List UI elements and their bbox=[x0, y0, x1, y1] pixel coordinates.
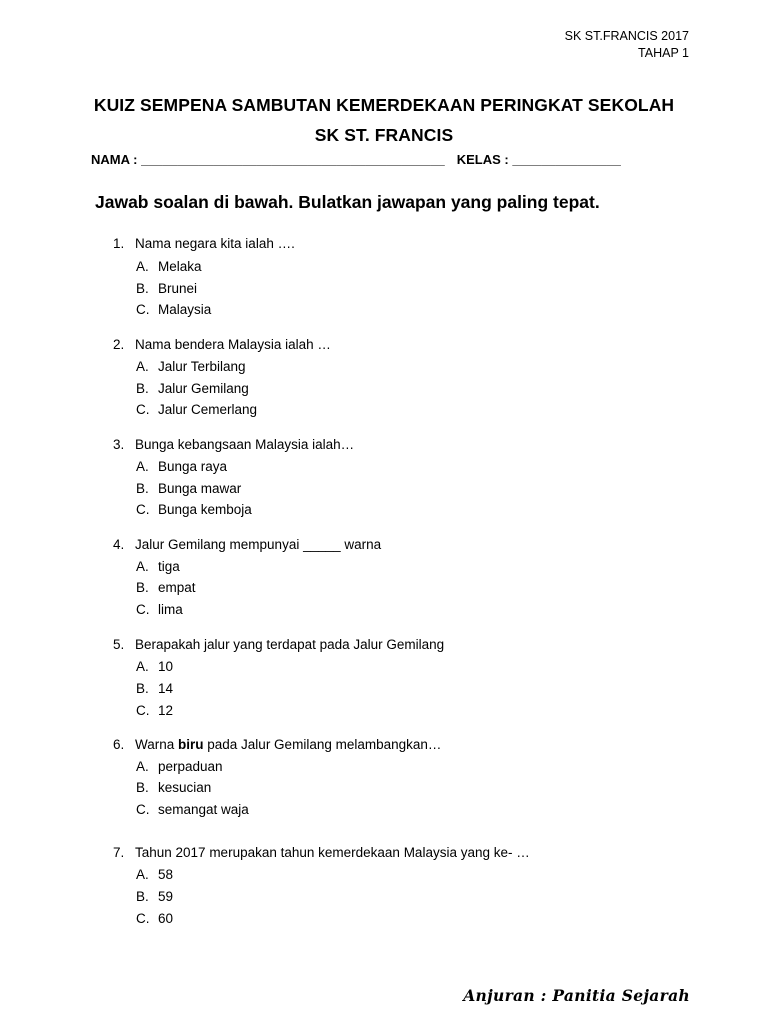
question-7 bbox=[113, 845, 530, 860]
school-name-title: SK ST. FRANCIS bbox=[314, 125, 454, 145]
option-letter: B. bbox=[136, 281, 149, 296]
option-6c bbox=[136, 802, 249, 817]
question-4 bbox=[113, 537, 381, 552]
option-letter: B. bbox=[136, 780, 149, 795]
option-text: kesucian bbox=[158, 780, 212, 795]
option-1a bbox=[136, 259, 202, 274]
option-text: tiga bbox=[158, 559, 180, 574]
question-text: Warna bbox=[135, 737, 179, 752]
option-3a bbox=[136, 459, 227, 474]
option-letter: B. bbox=[136, 381, 149, 396]
option-text: 10 bbox=[158, 659, 174, 674]
question-text: Nama negara kita ialah …. bbox=[135, 236, 295, 251]
instruction-text: Jawab soalan di bawah. Bulatkan jawapan yang paling tepat. bbox=[95, 192, 600, 212]
option-text: Jalur Terbilang bbox=[158, 359, 246, 374]
option-6b bbox=[136, 780, 211, 795]
level-label: TAHAP 1 bbox=[638, 46, 689, 60]
question-text: Berapakah jalur yang terdapat pada Jalur Gemilang bbox=[135, 637, 445, 652]
question-3 bbox=[113, 437, 354, 452]
student-info-line bbox=[91, 152, 621, 167]
option-text: empat bbox=[158, 580, 196, 595]
option-4c bbox=[136, 602, 183, 617]
name-field: NAMA : __________________________________________ bbox=[91, 152, 445, 167]
option-letter: C. bbox=[136, 602, 150, 617]
option-letter: C. bbox=[136, 802, 150, 817]
question-number: 2. bbox=[113, 337, 125, 352]
option-text: 12 bbox=[158, 703, 174, 718]
option-5b bbox=[136, 681, 173, 696]
option-text: perpaduan bbox=[158, 759, 223, 774]
option-letter: B. bbox=[136, 889, 149, 904]
option-text: 60 bbox=[158, 911, 174, 926]
option-letter: C. bbox=[136, 703, 150, 718]
option-3b bbox=[136, 481, 241, 496]
option-letter: C. bbox=[136, 402, 150, 417]
option-5a bbox=[136, 659, 173, 674]
option-text: 59 bbox=[158, 889, 174, 904]
option-2a bbox=[136, 359, 246, 374]
option-letter: C. bbox=[136, 302, 150, 317]
question-number: 4. bbox=[113, 537, 125, 552]
option-7b bbox=[136, 889, 173, 904]
question-2 bbox=[113, 337, 331, 352]
option-letter: A. bbox=[136, 259, 149, 274]
option-7c bbox=[136, 911, 173, 926]
question-1 bbox=[113, 236, 295, 251]
option-text: Brunei bbox=[158, 281, 198, 296]
option-letter: C. bbox=[136, 502, 150, 517]
option-text: Melaka bbox=[158, 259, 202, 274]
option-letter: A. bbox=[136, 659, 149, 674]
question-number: 7. bbox=[113, 845, 125, 860]
option-text: lima bbox=[158, 602, 183, 617]
school-header bbox=[565, 28, 689, 62]
question-number: 6. bbox=[113, 737, 125, 752]
option-text: 14 bbox=[158, 681, 174, 696]
option-letter: A. bbox=[136, 559, 149, 574]
option-text: Jalur Gemilang bbox=[158, 381, 249, 396]
option-text: Bunga mawar bbox=[158, 481, 242, 496]
option-letter: C. bbox=[136, 911, 150, 926]
option-6a bbox=[136, 759, 223, 774]
option-3c bbox=[136, 502, 252, 517]
option-1b bbox=[136, 281, 197, 296]
option-text: Malaysia bbox=[158, 302, 212, 317]
option-2b bbox=[136, 381, 249, 396]
option-text: Bunga raya bbox=[158, 459, 228, 474]
question-text: pada Jalur Gemilang melambangkan… bbox=[203, 737, 442, 752]
option-letter: B. bbox=[136, 681, 149, 696]
option-letter: A. bbox=[136, 867, 149, 882]
option-4a bbox=[136, 559, 180, 574]
option-text: 58 bbox=[158, 867, 174, 882]
question-5 bbox=[113, 637, 444, 652]
option-2c bbox=[136, 402, 257, 417]
option-letter: A. bbox=[136, 459, 149, 474]
option-text: semangat waja bbox=[158, 802, 249, 817]
option-letter: A. bbox=[136, 359, 149, 374]
option-1c bbox=[136, 302, 211, 317]
option-letter: A. bbox=[136, 759, 149, 774]
option-text: Bunga kemboja bbox=[158, 502, 252, 517]
organizer-footer: Anjuran : Panitia Sejarah bbox=[463, 986, 690, 1005]
quiz-title: KUIZ SEMPENA SAMBUTAN KEMERDEKAAN PERINGKAT SEKOLAH bbox=[93, 95, 675, 115]
question-number: 5. bbox=[113, 637, 125, 652]
option-5c bbox=[136, 703, 173, 718]
option-letter: B. bbox=[136, 580, 149, 595]
option-7a bbox=[136, 867, 173, 882]
school-year-label: SK ST.FRANCIS 2017 bbox=[564, 29, 689, 43]
question-text: Jalur Gemilang mempunyai _____ warna bbox=[135, 537, 382, 552]
option-text: Jalur Cemerlang bbox=[158, 402, 258, 417]
option-letter: B. bbox=[136, 481, 149, 496]
class-field: KELAS : _______________ bbox=[456, 152, 621, 167]
question-number: 3. bbox=[113, 437, 125, 452]
option-4b bbox=[136, 580, 196, 595]
question-text: Bunga kebangsaan Malaysia ialah… bbox=[135, 437, 355, 452]
question-number: 1. bbox=[113, 236, 125, 251]
question-text: Tahun 2017 merupakan tahun kemerdekaan Malaysia yang ke- … bbox=[135, 845, 530, 860]
question-text-emphasis: biru bbox=[178, 737, 204, 752]
question-6 bbox=[113, 737, 441, 752]
question-text: Nama bendera Malaysia ialah … bbox=[135, 337, 331, 352]
